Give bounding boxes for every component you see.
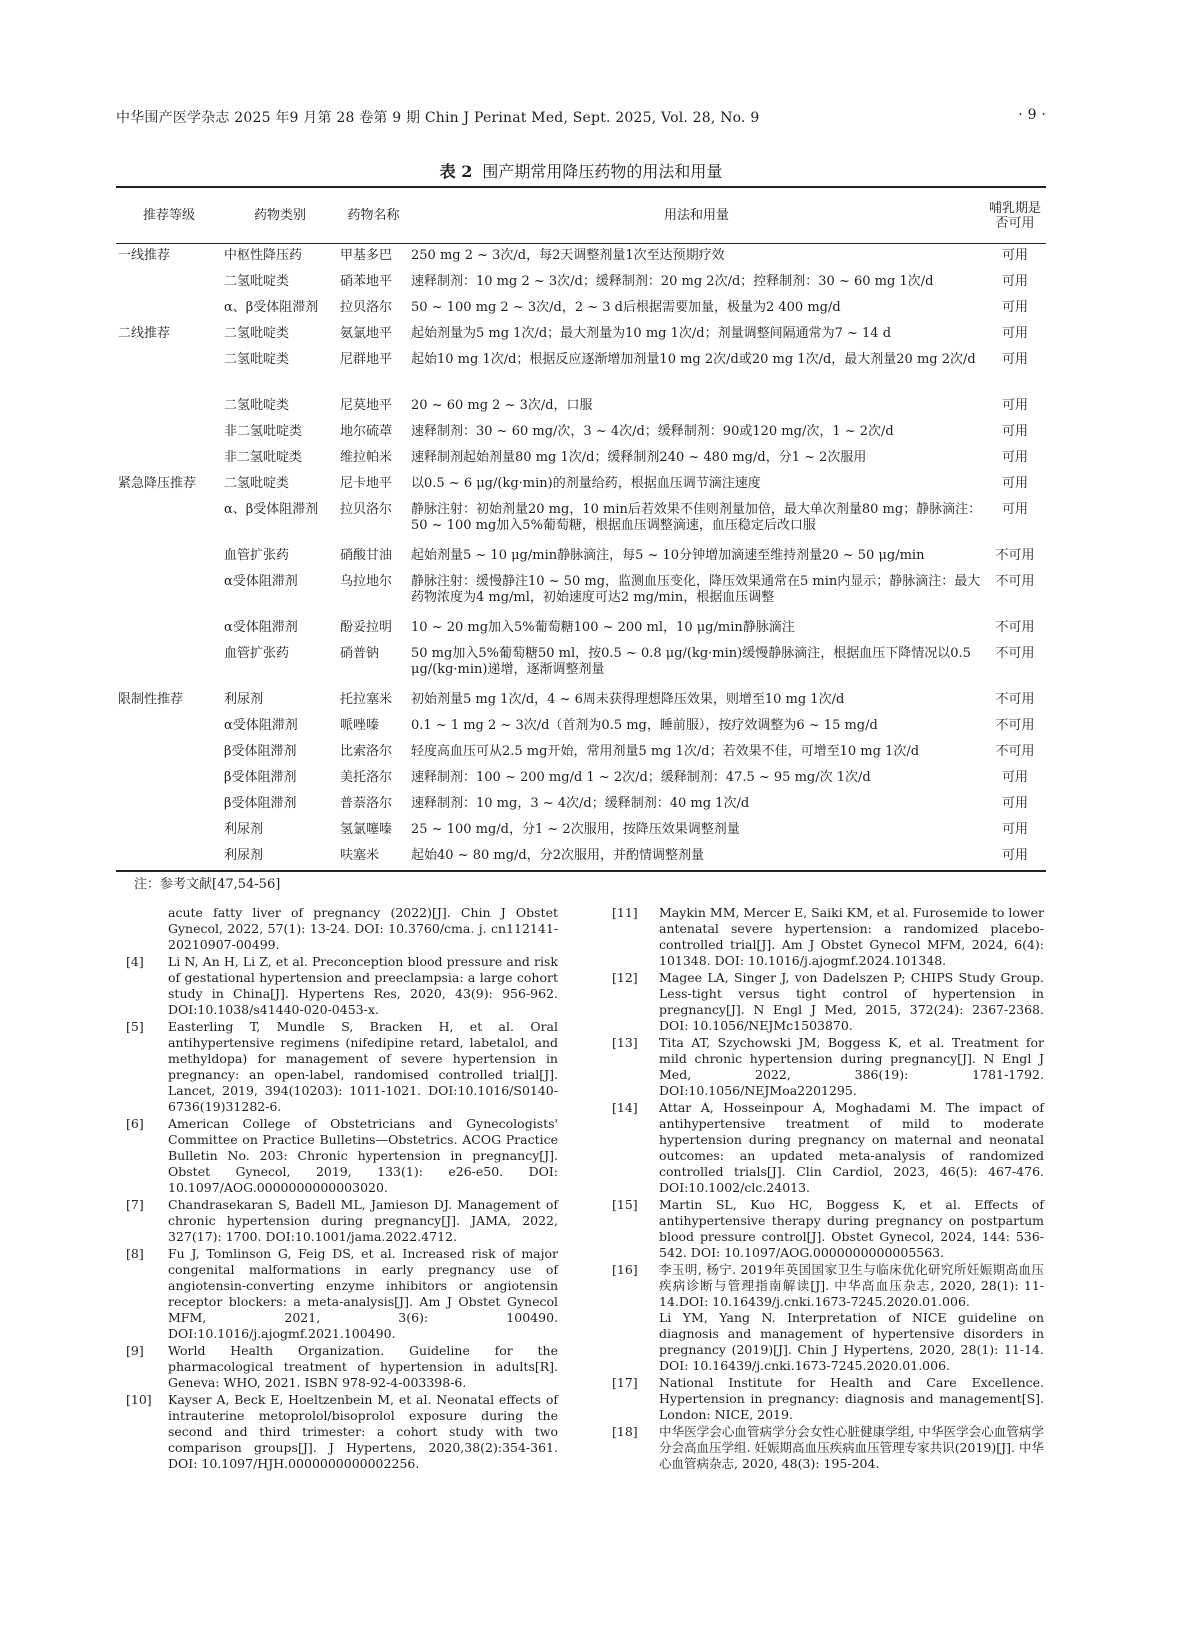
reference-number: [6] bbox=[126, 1116, 144, 1131]
reference-text: Attar A, Hosseinpour A, Moghadami M. The impact of antihypertensive treatment of mild to moderate hypertension during pregnancy on maternal and neonatal outcomes: an updated meta-analysis of randomized controlled trials[J]. Clin Cardiol, 2023, 46(5): 467-476. DOI:10.1002/clc.24013. bbox=[659, 1100, 1044, 1195]
cell-lactation: 不可用 bbox=[995, 744, 1035, 759]
header-usage: 用法和用量 bbox=[663, 207, 729, 223]
reference-text: World Health Organization. Guideline for the pharmacological treatment of hypertension in adults[R]. Geneva: WHO, 2021. ISBN 978-92-4-003398-6. bbox=[168, 1343, 558, 1390]
table-row bbox=[116, 420, 1046, 446]
cell-category: 非二氢吡啶类 bbox=[224, 424, 303, 439]
table-row bbox=[116, 270, 1046, 296]
reference-text: Chandrasekaran S, Badell ML, Jamieson DJ. Management of chronic hypertension during pregnancy[J]. JAMA, 2022, 327(17): 1700. DOI:10.1001/jama.2022.4712. bbox=[168, 1197, 558, 1244]
cell-lactation: 可用 bbox=[1001, 326, 1028, 341]
cell-usage: 250 mg 2 ~ 3次/d，每2天调整剂量1次至达预期疗效 bbox=[411, 248, 725, 263]
table-row bbox=[116, 394, 1046, 420]
table-row bbox=[116, 740, 1046, 766]
cell-drug: 比索洛尔 bbox=[340, 744, 393, 759]
table-label: 表 2 bbox=[439, 162, 473, 181]
reference-item bbox=[612, 905, 1044, 969]
cell-category: α、β受体阻滞剂 bbox=[224, 300, 319, 315]
table-row bbox=[116, 498, 1046, 544]
reference-number: [13] bbox=[612, 1035, 638, 1050]
cell-usage: 速释制剂：10 mg，3 ~ 4次/d；缓释制剂：40 mg 1次/d bbox=[411, 796, 750, 811]
table-row bbox=[116, 570, 1046, 616]
cell-lactation: 可用 bbox=[1001, 450, 1028, 465]
cell-usage: 速释制剂起始剂量80 mg 1次/d；缓释制剂240 ~ 480 mg/d，分1 ~ 2次服用 bbox=[411, 450, 867, 465]
reference-item bbox=[612, 1035, 1044, 1099]
table-row bbox=[116, 844, 1046, 871]
reference-item bbox=[126, 1246, 558, 1342]
cell-usage: 静脉注射：缓慢静注10 ~ 50 mg，监测血压变化，降压效果通常在5 min内显示；静脉滴注：最大药物浓度为4 mg/ml，初始速度可达2 mg/min，根据血压调整 bbox=[411, 574, 981, 605]
cell-category: 二氢吡啶类 bbox=[224, 326, 290, 341]
cell-level bbox=[116, 420, 222, 446]
header-lactation: 哺乳期是否可用 bbox=[988, 200, 1041, 231]
reference-item bbox=[126, 1019, 558, 1115]
reference-number: [5] bbox=[126, 1019, 144, 1034]
reference-text: 李玉明, 杨宁. 2019年英国国家卫生与临床优化研究所妊娠期高血压疾病诊断与管理指南解读[J]. 中华高血压杂志, 2020, 28(1): 11-14.DOI: 10.16439/j.cnki.1673-7245.2020.01.006. bbox=[659, 1262, 1044, 1309]
cell-drug: 甲基多巴 bbox=[340, 248, 393, 263]
reference-text: Magee LA, Singer J, von Dadelszen P; CHIPS Study Group. Less-tight versus tight control of hypertension in pregnancy[J]. N Engl J Med, 2015, 372(24): 2367-2368. DOI: 10.1056/NEJMc1503870. bbox=[659, 970, 1044, 1033]
cell-lactation: 可用 bbox=[1001, 770, 1028, 785]
reference-list-right bbox=[612, 905, 1044, 1473]
cell-drug: 拉贝洛尔 bbox=[340, 502, 393, 517]
cell-lactation: 可用 bbox=[1001, 398, 1028, 413]
reference-text: National Institute for Health and Care Excellence. Hypertension in pregnancy: diagnosis and management[S]. London: NICE, 2019. bbox=[659, 1375, 1044, 1422]
cell-level bbox=[116, 766, 222, 792]
cell-lactation: 可用 bbox=[1001, 248, 1028, 263]
reference-item bbox=[126, 1343, 558, 1391]
table-row bbox=[116, 818, 1046, 844]
cell-usage: 起始剂量为5 mg 1次/d；最大剂量为10 mg 1次/d；剂量调整间隔通常为7 ~ 14 d bbox=[411, 326, 892, 341]
reference-text: Tita AT, Szychowski JM, Boggess K, et al. Treatment for mild chronic hypertension during pregnancy[J]. N Engl J Med, 2022, 386(19): 1781-1792. DOI:10.1056/NEJMoa2201295. bbox=[659, 1035, 1044, 1098]
cell-level bbox=[116, 818, 222, 844]
reference-number: [4] bbox=[126, 954, 144, 969]
cell-drug: 硝普钠 bbox=[340, 646, 380, 661]
reference-text: Maykin MM, Mercer E, Saiki KM, et al. Furosemide to lower antenatal severe hypertension: a randomized placebo-controlled trial[J]. Am J Obstet Gynecol MFM, 2024, 6(4): 101348. DOI: 10.1016/j.ajogmf.2024.101348. bbox=[659, 905, 1044, 968]
cell-usage: 起始剂量5 ~ 10 μg/min静脉滴注，每5 ~ 10分钟增加滴速至维持剂量20 ~ 50 μg/min bbox=[411, 548, 925, 563]
table-note: 注：参考文献[47,54-56] bbox=[134, 877, 281, 892]
cell-category: β受体阻滞剂 bbox=[224, 770, 297, 785]
reference-text: 中华医学会心血管病学分会女性心脏健康学组, 中华医学会心血管病学分会高血压学组. 妊娠期高血压疾病血压管理专家共识(2019)[J]. 中华心血管病杂志, 2020, 48(3): 195-204. bbox=[659, 1424, 1044, 1471]
reference-item bbox=[612, 1262, 1044, 1374]
reference-item bbox=[612, 1100, 1044, 1196]
cell-drug: 尼群地平 bbox=[340, 352, 393, 367]
cell-category: 二氢吡啶类 bbox=[224, 274, 290, 289]
cell-lactation: 可用 bbox=[1001, 274, 1028, 289]
reference-text: Kayser A, Beck E, Hoeltzenbein M, et al. Neonatal effects of intrauterine metoprolol/bisoprolol exposure during the second and third trimester: a cohort study with two comparison groups[J]. J Hypertens, 2020,38(2):354-361. DOI: 10.1097/HJH.0000000000002256. bbox=[168, 1392, 558, 1471]
cell-category: β受体阻滞剂 bbox=[224, 796, 297, 811]
table-title: 围产期常用降压药物的用法和用量 bbox=[482, 162, 723, 181]
cell-usage: 初始剂量5 mg 1次/d，4 ~ 6周未获得理想降压效果，则增至10 mg 1次/d bbox=[411, 692, 845, 707]
reference-item bbox=[612, 970, 1044, 1034]
cell-lactation: 可用 bbox=[1001, 352, 1028, 367]
cell-category: α受体阻滞剂 bbox=[224, 718, 298, 733]
reference-text: Martin SL, Kuo HC, Boggess K, et al. Effects of antihypertensive therapy during pregnancy on postpartum blood pressure control[J]. Obstet Gynecol, 2024, 144: 536-542. DOI: 10.1097/AOG.0000000000005563. bbox=[659, 1197, 1044, 1260]
cell-level: 一线推荐 bbox=[118, 248, 171, 263]
cell-lactation: 可用 bbox=[1001, 502, 1028, 517]
cell-usage: 25 ~ 100 mg/d，分1 ~ 2次服用，按降压效果调整剂量 bbox=[411, 822, 740, 837]
reference-number: [10] bbox=[126, 1392, 152, 1407]
table-caption bbox=[116, 159, 1046, 182]
cell-drug: 地尔硫䓬 bbox=[340, 424, 393, 439]
cell-level bbox=[116, 296, 222, 322]
table-header-row bbox=[116, 187, 1046, 244]
reference-translation: Li YM, Yang N. Interpretation of NICE guideline on diagnosis and management of hypertensive disorders in pregnancy (2019)[J]. Chin J Hypertens, 2020, 28(1): 11-14. DOI: 10.16439/j.cnki.1673-7245.2020.01.006. bbox=[659, 1310, 1044, 1373]
cell-category: β受体阻滞剂 bbox=[224, 744, 297, 759]
cell-usage: 速释制剂：10 mg 2 ~ 3次/d；缓释制剂：20 mg 2次/d；控释制剂：30 ~ 60 mg 1次/d bbox=[411, 274, 934, 289]
running-header bbox=[116, 107, 1046, 127]
cell-drug: 哌唑嗪 bbox=[340, 718, 380, 733]
cell-category: 利尿剂 bbox=[224, 822, 264, 837]
table-row bbox=[116, 296, 1046, 322]
cell-usage: 10 ~ 20 mg加入5%葡萄糖100 ~ 200 ml，10 μg/min静脉滴注 bbox=[411, 620, 795, 635]
cell-drug: 维拉帕米 bbox=[340, 450, 393, 465]
reference-item bbox=[612, 1424, 1044, 1472]
reference-item bbox=[126, 954, 558, 1018]
cell-level bbox=[116, 446, 222, 472]
table-row bbox=[116, 714, 1046, 740]
table-row bbox=[116, 688, 1046, 714]
cell-level bbox=[116, 394, 222, 420]
reference-number: [9] bbox=[126, 1343, 144, 1358]
cell-usage: 50 mg加入5%葡萄糖50 ml，按0.5 ~ 0.8 μg/(kg·min)缓慢静脉滴注，根据血压下降情况以0.5 μg/(kg·min)递增，逐渐调整剂量 bbox=[411, 646, 971, 677]
cell-category: α受体阻滞剂 bbox=[224, 620, 298, 635]
cell-drug: 托拉塞米 bbox=[340, 692, 393, 707]
cell-level bbox=[116, 498, 222, 544]
cell-level bbox=[116, 740, 222, 766]
cell-category: α、β受体阻滞剂 bbox=[224, 502, 319, 517]
reference-number: [18] bbox=[612, 1424, 638, 1439]
cell-lactation: 可用 bbox=[1001, 796, 1028, 811]
cell-lactation: 不可用 bbox=[995, 718, 1035, 733]
cell-drug: 硝苯地平 bbox=[340, 274, 393, 289]
cell-drug: 尼卡地平 bbox=[340, 476, 393, 491]
cell-usage: 起始40 ~ 80 mg/d，分2次服用，并酌情调整剂量 bbox=[411, 848, 704, 863]
reference-item bbox=[126, 905, 558, 953]
cell-level bbox=[116, 714, 222, 740]
cell-category: 利尿剂 bbox=[224, 848, 264, 863]
reference-item bbox=[126, 1116, 558, 1196]
table-row bbox=[116, 766, 1046, 792]
table-row bbox=[116, 472, 1046, 498]
cell-usage: 起始10 mg 1次/d；根据反应逐渐增加剂量10 mg 2次/d或20 mg 1次/d，最大剂量20 mg 2次/d bbox=[411, 352, 976, 367]
reference-number: [14] bbox=[612, 1100, 638, 1115]
reference-number: [11] bbox=[612, 905, 638, 920]
table-row bbox=[116, 642, 1046, 688]
reference-number: [8] bbox=[126, 1246, 144, 1261]
journal-citation: 中华围产医学杂志 2025 年9 月第 28 卷第 9 期 Chin J Perinat Med, Sept. 2025, Vol. 28, No. 9 bbox=[116, 110, 760, 126]
table-row bbox=[116, 322, 1046, 348]
cell-usage: 速释制剂：30 ~ 60 mg/次，3 ~ 4次/d；缓释制剂：90或120 mg/次，1 ~ 2次/d bbox=[411, 424, 894, 439]
cell-category: 利尿剂 bbox=[224, 692, 264, 707]
reference-item bbox=[612, 1375, 1044, 1423]
cell-usage: 20 ~ 60 mg 2 ~ 3次/d，口服 bbox=[411, 398, 593, 413]
cell-category: 中枢性降压药 bbox=[224, 248, 303, 263]
cell-category: 二氢吡啶类 bbox=[224, 352, 290, 367]
reference-number: [15] bbox=[612, 1197, 638, 1212]
reference-text: Fu J, Tomlinson G, Feig DS, et al. Increased risk of major congenital malformations in early pregnancy use of angiotensin-converting enzyme inhibitors or angiotensin receptor blockers: a meta-analysis[J]. Am J Obstet Gynecol MFM, 2021, 3(6): 100490. DOI:10.1016/j.ajogmf.2021.100490. bbox=[168, 1246, 558, 1341]
cell-usage: 0.1 ~ 1 mg 2 ~ 3次/d（首剂为0.5 mg，睡前服），按疗效调整为6 ~ 15 mg/d bbox=[411, 718, 878, 733]
cell-usage: 速释制剂：100 ~ 200 mg/d 1 ~ 2次/d；缓释制剂：47.5 ~ 95 mg/次 1次/d bbox=[411, 770, 871, 785]
cell-level: 二线推荐 bbox=[118, 326, 171, 341]
table-row bbox=[116, 244, 1046, 271]
table-row bbox=[116, 348, 1046, 394]
cell-category: 血管扩张药 bbox=[224, 548, 290, 563]
reference-number: [17] bbox=[612, 1375, 638, 1390]
cell-drug: 普萘洛尔 bbox=[340, 796, 393, 811]
cell-lactation: 可用 bbox=[1001, 476, 1028, 491]
cell-level bbox=[116, 544, 222, 570]
cell-drug: 尼莫地平 bbox=[340, 398, 393, 413]
table-row bbox=[116, 792, 1046, 818]
cell-drug: 酚妥拉明 bbox=[340, 620, 393, 635]
cell-drug: 氨氯地平 bbox=[340, 326, 393, 341]
cell-lactation: 可用 bbox=[1001, 848, 1028, 863]
cell-category: α受体阻滞剂 bbox=[224, 574, 298, 589]
table-row bbox=[116, 544, 1046, 570]
cell-level bbox=[116, 616, 222, 642]
cell-level bbox=[116, 844, 222, 871]
cell-level bbox=[116, 348, 222, 394]
cell-lactation: 不可用 bbox=[995, 574, 1035, 589]
cell-usage: 以0.5 ~ 6 μg/(kg·min)的剂量给药，根据血压调节滴注速度 bbox=[411, 476, 761, 491]
reference-item bbox=[612, 1197, 1044, 1261]
reference-text: Li N, An H, Li Z, et al. Preconception blood pressure and risk of gestational hypertension and preeclampsia: a large cohort study in China[J]. Hypertens Res, 2020, 43(9): 956-962. DOI:10.1038/s41440-020-0453-x. bbox=[168, 954, 558, 1017]
cell-usage: 静脉注射：初始剂量20 mg，10 min后若效果不佳则剂量加倍，最大单次剂量80 mg；静脉滴注：50 ~ 100 mg加入5%葡萄糖，根据血压调整滴速，血压稳定后改口服 bbox=[411, 502, 982, 533]
table-row bbox=[116, 616, 1046, 642]
drug-table bbox=[116, 186, 1046, 872]
cell-lactation: 不可用 bbox=[995, 548, 1035, 563]
cell-level: 紧急降压推荐 bbox=[118, 476, 197, 491]
table-row bbox=[116, 446, 1046, 472]
cell-category: 二氢吡啶类 bbox=[224, 476, 290, 491]
reference-number: [7] bbox=[126, 1197, 144, 1212]
cell-level bbox=[116, 792, 222, 818]
reference-text: Easterling T, Mundle S, Bracken H, et al. Oral antihypertensive regimens (nifedipine retard, labetalol, and methyldopa) for management of severe hypertension in pregnancy: an open-label, randomised controlled trial[J]. Lancet, 2019, 394(10203): 1011-1021. DOI:10.1016/S0140-6736(19)31282-6. bbox=[168, 1019, 558, 1114]
cell-lactation: 不可用 bbox=[995, 620, 1035, 635]
cell-drug: 美托洛尔 bbox=[340, 770, 393, 785]
header-drug: 药物名称 bbox=[347, 207, 400, 223]
cell-level bbox=[116, 270, 222, 296]
cell-drug: 氢氯噻嗪 bbox=[340, 822, 393, 837]
cell-lactation: 可用 bbox=[1001, 822, 1028, 837]
reference-text: American College of Obstetricians and Gynecologists' Committee on Practice Bulletins—Obstetrics. ACOG Practice Bulletin No. 203: Chronic hypertension in pregnancy[J]. Obstet Gynecol, 2019, 133(1): e26-e50. DOI: 10.1097/AOG.0000000000003020. bbox=[168, 1116, 558, 1195]
cell-level: 限制性推荐 bbox=[118, 692, 184, 707]
cell-drug: 乌拉地尔 bbox=[340, 574, 393, 589]
cell-lactation: 不可用 bbox=[995, 646, 1035, 661]
cell-lactation: 可用 bbox=[1001, 300, 1028, 315]
reference-item bbox=[126, 1197, 558, 1245]
cell-category: 血管扩张药 bbox=[224, 646, 290, 661]
cell-category: 二氢吡啶类 bbox=[224, 398, 290, 413]
cell-level bbox=[116, 642, 222, 688]
cell-drug: 呋塞米 bbox=[340, 848, 380, 863]
header-category: 药物类别 bbox=[253, 207, 306, 223]
reference-number: [16] bbox=[612, 1262, 638, 1277]
reference-text: acute fatty liver of pregnancy (2022)[J]. Chin J Obstet Gynecol, 2022, 57(1): 13-24. DOI: 10.3760/cma. j. cn112141-20210907-00499. bbox=[168, 905, 558, 952]
page-number: · 9 · bbox=[1018, 107, 1046, 123]
header-level: 推荐等级 bbox=[142, 207, 195, 223]
cell-level bbox=[116, 570, 222, 616]
cell-lactation: 不可用 bbox=[995, 692, 1035, 707]
cell-drug: 拉贝洛尔 bbox=[340, 300, 393, 315]
reference-item bbox=[126, 1392, 558, 1472]
reference-list-left bbox=[126, 905, 558, 1473]
reference-number: [12] bbox=[612, 970, 638, 985]
cell-drug: 硝酸甘油 bbox=[340, 548, 393, 563]
cell-lactation: 可用 bbox=[1001, 424, 1028, 439]
cell-category: 非二氢吡啶类 bbox=[224, 450, 303, 465]
cell-usage: 50 ~ 100 mg 2 ~ 3次/d，2 ~ 3 d后根据需要加量，极量为2 400 mg/d bbox=[411, 300, 841, 315]
cell-usage: 轻度高血压可从2.5 mg开始，常用剂量5 mg 1次/d；若效果不佳，可增至10 mg 1次/d bbox=[411, 744, 920, 759]
